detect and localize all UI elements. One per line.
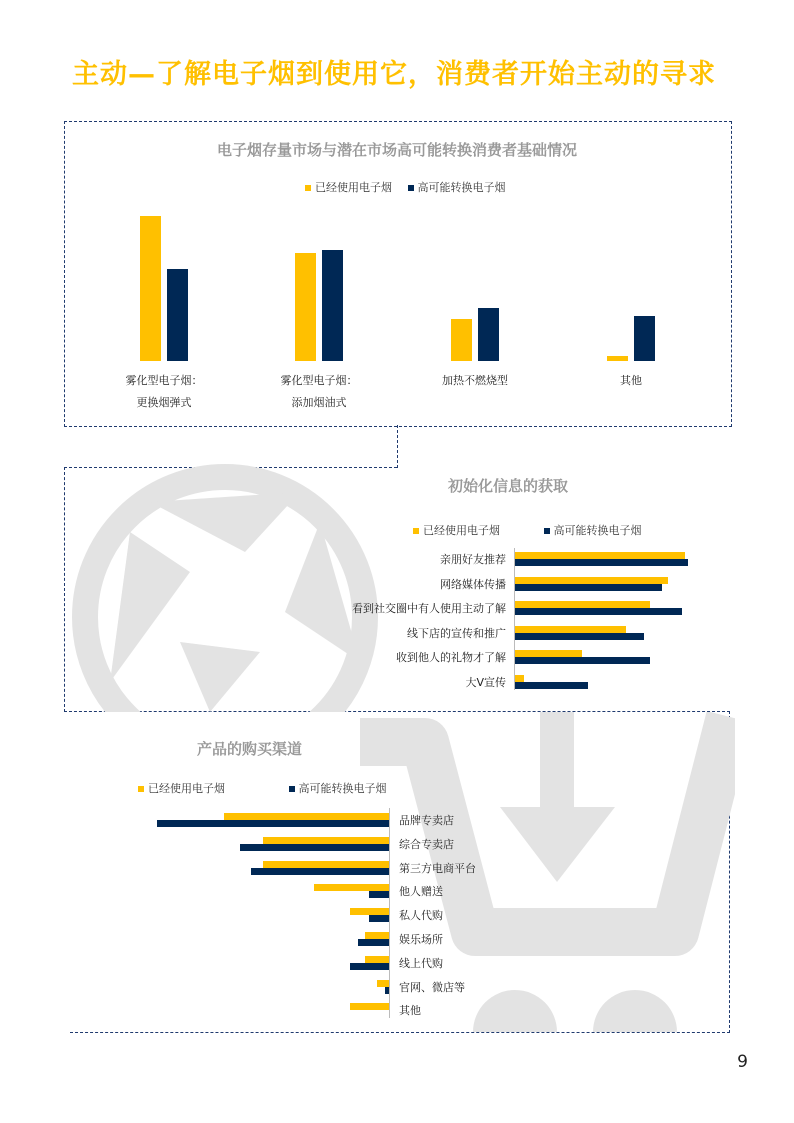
bar xyxy=(365,932,389,939)
bar xyxy=(385,987,389,994)
legend-swatch-potential xyxy=(544,528,550,534)
bar xyxy=(607,356,628,361)
category-label: 其他 xyxy=(620,374,642,387)
bar xyxy=(263,837,389,844)
legend-label-potential: 高可能转换电子烟 xyxy=(298,782,387,795)
bar xyxy=(350,908,389,915)
legend-item-used xyxy=(138,780,225,796)
bar xyxy=(515,559,688,566)
legend-label-used: 已经使用电子烟 xyxy=(423,524,500,537)
bar xyxy=(478,308,499,361)
category-label: 品牌专卖店 xyxy=(399,814,454,827)
category-label: 其他 xyxy=(399,1004,421,1018)
legend-item-potential xyxy=(289,780,387,796)
chart2-frame-left xyxy=(64,467,65,712)
category-label: 娱乐场所 xyxy=(399,933,443,946)
legend-swatch-potential xyxy=(408,185,414,191)
category-label: 网络媒体传播 xyxy=(440,577,506,591)
bar xyxy=(515,657,650,664)
legend-swatch-potential xyxy=(289,786,295,792)
bar xyxy=(515,608,682,615)
category-label: 雾化型电子烟： xyxy=(280,374,358,387)
category-label: 收到他人的礼物才了解 xyxy=(396,651,506,664)
bar xyxy=(451,319,472,361)
axis-line xyxy=(514,548,515,690)
bar xyxy=(322,250,343,361)
category-label: 添加烟油式 xyxy=(291,396,347,409)
category-label: 线下店的宣传和推广 xyxy=(407,626,506,640)
bar xyxy=(515,682,588,689)
bar xyxy=(515,650,582,657)
legend-label-potential: 高可能转换电子烟 xyxy=(417,181,506,194)
category-label: 综合专卖店 xyxy=(399,837,454,851)
bar xyxy=(224,813,389,820)
legend-swatch-used xyxy=(413,528,419,534)
bar xyxy=(350,963,389,970)
bar xyxy=(240,844,389,851)
chart2-legend xyxy=(413,522,642,538)
bar xyxy=(350,1003,389,1010)
chart3-frame-bottom xyxy=(70,1032,730,1033)
chart1-legend xyxy=(305,179,506,195)
category-label: 看到社交圈中有人使用主动了解 xyxy=(352,602,506,615)
bar xyxy=(369,915,389,922)
bar xyxy=(167,269,188,361)
category-label: 更换烟弹式 xyxy=(136,396,192,409)
page-number: 9 xyxy=(737,1052,748,1072)
bar xyxy=(140,216,161,361)
bar xyxy=(369,891,389,898)
axis-line xyxy=(389,808,390,1018)
bar xyxy=(515,601,650,608)
legend-label-used: 已经使用电子烟 xyxy=(148,782,225,795)
bar xyxy=(314,884,389,891)
category-label: 雾化型电子烟： xyxy=(125,374,203,387)
chart3-title: 产品的购买渠道 xyxy=(197,740,303,758)
chart1-title: 电子烟存量市场与潜在市场高可能转换消费者基础情况 xyxy=(216,141,577,159)
category-label: 大V宣传 xyxy=(465,675,506,689)
bar xyxy=(515,675,524,682)
bar xyxy=(358,939,389,946)
legend-item-potential xyxy=(544,522,642,538)
bar xyxy=(515,577,668,584)
bar xyxy=(295,253,316,361)
legend-label-used: 已经使用电子烟 xyxy=(315,181,392,194)
category-label: 第三方电商平台 xyxy=(399,861,476,875)
aperture-watermark-icon xyxy=(70,462,380,712)
category-label: 他人赠送 xyxy=(399,885,443,899)
page-title: 主动—了解电子烟到使用它，消费者开始主动的寻求 xyxy=(72,59,716,90)
bar xyxy=(365,956,389,963)
legend-item-used xyxy=(413,522,500,538)
frame-connector-vertical xyxy=(397,425,398,468)
bar xyxy=(263,861,389,868)
bar xyxy=(157,820,389,827)
legend-swatch-used xyxy=(305,185,311,191)
bar xyxy=(515,552,685,559)
category-label: 官网、微店等 xyxy=(399,980,465,994)
bar xyxy=(515,626,626,633)
bar xyxy=(377,980,389,987)
category-label: 加热不燃烧型 xyxy=(442,374,508,387)
bar xyxy=(515,584,662,591)
legend-label-potential: 高可能转换电子烟 xyxy=(553,524,642,537)
bar xyxy=(515,633,644,640)
category-label: 亲朋好友推荐 xyxy=(440,553,506,566)
legend-item-potential xyxy=(408,179,506,195)
category-label: 线上代购 xyxy=(399,956,443,970)
legend-swatch-used xyxy=(138,786,144,792)
legend-item-used xyxy=(305,179,392,195)
bar xyxy=(634,316,655,361)
category-label: 私人代购 xyxy=(399,909,443,923)
chart3-legend xyxy=(138,780,387,796)
chart2-title: 初始化信息的获取 xyxy=(448,477,569,495)
bar xyxy=(251,868,389,875)
